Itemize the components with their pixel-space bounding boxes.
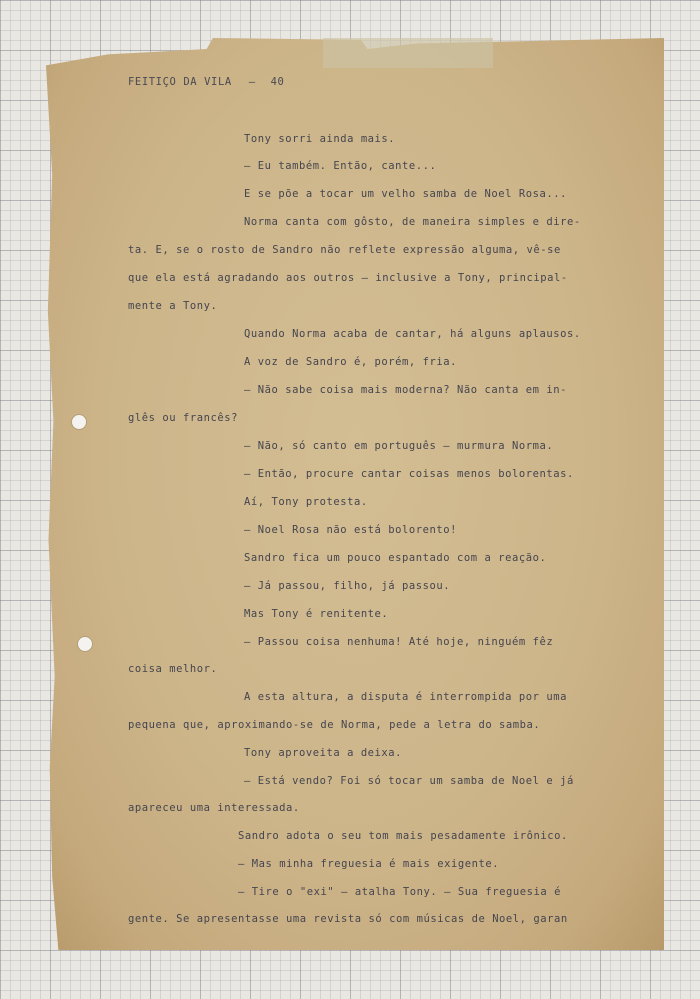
text-line: pequena que, aproximando-se de Norma, pede a letra do samba. [128,719,541,731]
text-line: Norma canta com gôsto, de maneira simples e dire- [244,216,581,228]
text-line: — Eu também. Então, cante... [244,160,437,172]
text-line: — Tire o "exi" — atalha Tony. — Sua freguesia é [238,886,561,898]
text-line: — Não, só canto em português — murmura Norma. [244,440,554,452]
text-line: Aí, Tony protesta. [244,496,368,508]
text-line: A voz de Sandro é, porém, fria. [244,356,458,368]
text-line: Sandro fica um pouco espantado com a reação. [244,552,547,564]
text-line: Tony sorri ainda mais. [244,133,396,145]
text-line: — Não sabe coisa mais moderna? Não canta em in- [244,384,567,396]
text-line: Mas Tony é renitente. [244,608,389,620]
text-line: — Noel Rosa não está bolorento! [244,524,458,536]
text-line: coisa melhor. [128,663,218,675]
text-line: gente. Se apresentasse uma revista só com músicas de Noel, garan [128,913,568,925]
punch-hole-bottom [77,636,93,652]
text-line: ta. E, se o rosto de Sandro não reflete expressão alguma, vê-se [128,244,561,256]
script-title: FEITIÇO DA VILA [128,76,232,88]
punch-hole-top [71,414,87,430]
text-line: mente a Tony. [128,300,218,312]
page-header [128,76,284,88]
page-number: 40 [270,76,285,88]
text-line: — Está vendo? Foi só tocar um samba de Noel e já [244,775,574,787]
text-line: glês ou francês? [128,412,238,424]
text-line: A esta altura, a disputa é interrompida por uma [244,691,567,703]
text-line: — Mas minha freguesia é mais exigente. [238,858,500,870]
text-line: que ela está agradando aos outros — inclusive a Tony, principal- [128,272,568,284]
text-line: apareceu uma interessada. [128,802,300,814]
text-line: Sandro adota o seu tom mais pesadamente irônico. [238,830,568,842]
text-line: Tony aproveita a deixa. [244,747,403,759]
text-line: E se põe a tocar um velho samba de Noel Rosa... [244,188,567,200]
text-line: — Passou coisa nenhuma! Até hoje, ninguém fêz [244,636,554,648]
header-dash: — [248,76,256,88]
text-line: — Então, procure cantar coisas menos bolorentas. [244,468,574,480]
text-line: Quando Norma acaba de cantar, há alguns aplausos. [244,328,581,340]
tape-strip [323,38,493,68]
text-line: — Já passou, filho, já passou. [244,580,451,592]
